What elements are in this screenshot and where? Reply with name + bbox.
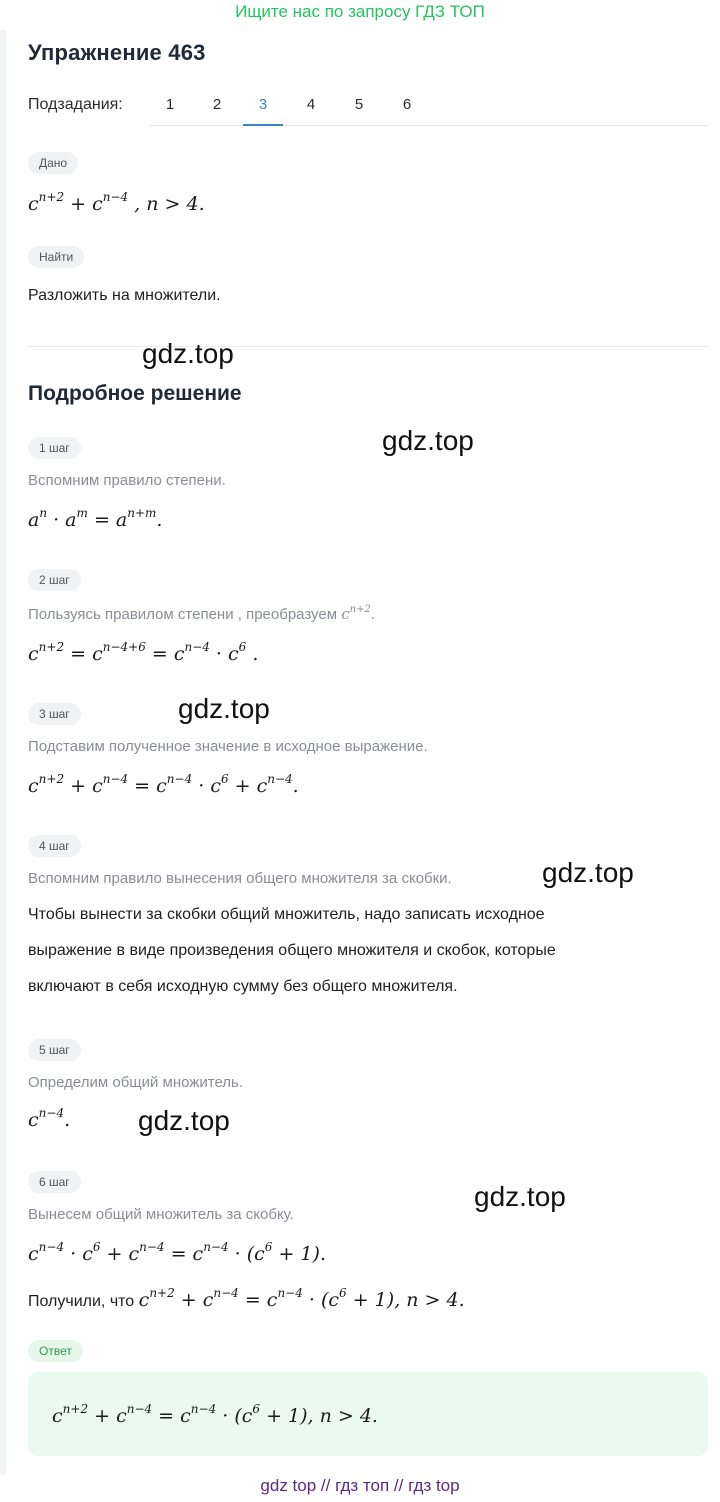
step-6-e5: 6 [264, 1240, 273, 1254]
step-2-t3: = c [145, 643, 185, 665]
step-2-e3: n−4 [184, 640, 210, 654]
step-3-t1: c [28, 775, 39, 797]
step-3-t5: + c [228, 775, 268, 797]
answer-e1: n+2 [62, 1402, 89, 1416]
result-e3: n−4 [277, 1286, 303, 1300]
given-op: + c [64, 193, 103, 215]
step-6-e2: 6 [92, 1240, 101, 1254]
step-2-note-expr [341, 605, 371, 623]
subtasks-nav [28, 88, 708, 126]
result-line [28, 1286, 465, 1311]
search-banner: Ищите нас по запросу ГДЗ ТОП [235, 2, 485, 21]
step-6-t6: + 1). [272, 1243, 326, 1265]
step-4-note: Вспомним правило вынесения общего множителя за скобки. [28, 870, 452, 887]
step-2-chip: 2 шаг [28, 569, 81, 591]
given-chip: Дано [28, 152, 78, 174]
step-6-e3: n−4 [139, 1240, 165, 1254]
step-5-expression [28, 1106, 70, 1131]
tab-6[interactable]: 6 [402, 96, 412, 113]
step-2-e2: n−4+6 [102, 640, 146, 654]
answer-e3: n−4 [190, 1402, 217, 1416]
result-e1: n+2 [149, 1286, 175, 1300]
result-t3: = c [238, 1289, 278, 1311]
step-4-chip: 4 шаг [28, 835, 81, 857]
tab-2[interactable]: 2 [212, 96, 222, 113]
step-2-e4: 6 [238, 640, 247, 654]
tab-3[interactable]: 3 [243, 88, 283, 126]
step-6-t3: + c [100, 1243, 140, 1265]
step-6-expression [28, 1240, 326, 1265]
step-6-t4: = c [164, 1243, 204, 1265]
result-t2: + c [174, 1289, 214, 1311]
watermark: gdz.top [474, 1181, 566, 1212]
step-3-e1: n+2 [38, 772, 65, 786]
step-1-chip: 1 шаг [28, 437, 81, 459]
step-1-e1: n [39, 506, 48, 520]
answer-t1: c [52, 1405, 63, 1427]
step-5-note: Определим общий множитель. [28, 1074, 244, 1091]
result-e4: 6 [339, 1286, 347, 1300]
step-6-note: Вынесем общий множитель за скобку. [28, 1206, 294, 1223]
step-3-note: Подставим полученное значение в исходное выражение. [28, 738, 428, 755]
tab-5[interactable]: 5 [354, 96, 364, 113]
step-6-t5: · (c [228, 1243, 265, 1265]
result-t4: · (c [302, 1289, 340, 1311]
step-1-expression [28, 506, 162, 531]
step-4-line-2: выражение в виде произведения общего множителя и скобок, которые [28, 942, 556, 959]
result-expression [138, 1286, 465, 1311]
watermark: gdz.top [542, 857, 634, 888]
step-6-t1: c [28, 1243, 39, 1265]
step-1-t4: . [156, 509, 163, 531]
step-3-e3: n−4 [166, 772, 193, 786]
step-6-e4: n−4 [203, 1240, 229, 1254]
step-4-line-1: Чтобы вынести за скобки общий множитель, надо записать исходное [28, 906, 545, 923]
tab-1[interactable]: 1 [165, 96, 175, 113]
answer-t5: + 1), n > 4. [260, 1405, 378, 1427]
find-text: Разложить на множители. [28, 287, 221, 304]
step-2-e1: n+2 [38, 640, 65, 654]
step-2-t2: = c [64, 643, 103, 665]
watermark: gdz.top [178, 693, 270, 724]
step-2-t1: c [28, 643, 39, 665]
given-base: c [28, 193, 39, 215]
step-1-e2: m [76, 506, 88, 520]
left-rule [0, 30, 6, 1475]
subtasks-label: Подзадания: [28, 96, 123, 113]
watermark: gdz.top [382, 425, 474, 456]
answer-e2: n−4 [126, 1402, 153, 1416]
step-3-chip: 3 шаг [28, 703, 81, 725]
answer-e4: 6 [252, 1402, 261, 1416]
step-2-note-end: . [370, 606, 375, 623]
solution-title: Подробное решение [28, 382, 242, 405]
step-1-e3: n+m [127, 506, 157, 520]
step-1-t3: = a [87, 509, 128, 531]
step-3-t4: · c [192, 775, 221, 797]
step-2-note-base: c [341, 605, 350, 623]
result-e2: n−4 [213, 1286, 239, 1300]
step-3-expression [28, 772, 299, 797]
answer-t4: · (c [216, 1405, 253, 1427]
result-t5: + 1), n > 4. [346, 1289, 465, 1311]
step-2-note [28, 604, 375, 623]
tab-4[interactable]: 4 [306, 96, 316, 113]
step-3-t6: . [292, 775, 299, 797]
subtasks-tabs [150, 88, 708, 126]
step-5-chip: 5 шаг [28, 1039, 81, 1061]
step-2-note-text: Пользуясь правилом степени , преобразуем [28, 606, 342, 623]
watermark: gdz.top [142, 338, 234, 369]
find-chip: Найти [28, 246, 84, 268]
step-5-t1: c [28, 1109, 39, 1131]
result-lead: Получили, что [28, 1293, 139, 1310]
result-t1: c [138, 1289, 150, 1311]
step-4-line-3: включают в себя исходную сумму без общего множителя. [28, 978, 458, 995]
page-title: Упражнение 463 [28, 40, 206, 65]
answer-box [28, 1372, 708, 1456]
step-6-e1: n−4 [38, 1240, 65, 1254]
footer-links[interactable]: gdz top // гдз топ // гдз top [260, 1476, 460, 1495]
step-1-t2: · a [47, 509, 77, 531]
answer-expression [52, 1402, 378, 1427]
step-6-chip: 6 шаг [28, 1171, 81, 1193]
step-3-e4: 6 [220, 772, 229, 786]
given-exp-1: n+2 [38, 190, 65, 204]
step-2-t5: . [246, 643, 259, 665]
step-3-e5: n−4 [267, 772, 293, 786]
given-expression [28, 190, 205, 215]
step-5-e1: n−4 [38, 1106, 65, 1120]
given-exp-2: n−4 [102, 190, 129, 204]
step-2-note-exp: n+2 [349, 604, 371, 615]
step-2-expression [28, 640, 258, 665]
answer-t2: + c [88, 1405, 127, 1427]
step-1-note: Вспомним правило степени. [28, 472, 226, 489]
step-1-t1: a [28, 509, 40, 531]
section-divider [28, 346, 708, 347]
step-3-t2: + c [64, 775, 103, 797]
step-3-e2: n−4 [102, 772, 129, 786]
given-tail: , n > 4. [128, 193, 205, 215]
step-2-t4: · c [209, 643, 239, 665]
step-5-t2: . [64, 1109, 71, 1131]
step-6-t2: · c [64, 1243, 93, 1265]
watermark: gdz.top [138, 1105, 230, 1136]
step-3-t3: = c [128, 775, 167, 797]
answer-chip: Ответ [28, 1340, 83, 1362]
answer-t3: = c [152, 1405, 191, 1427]
